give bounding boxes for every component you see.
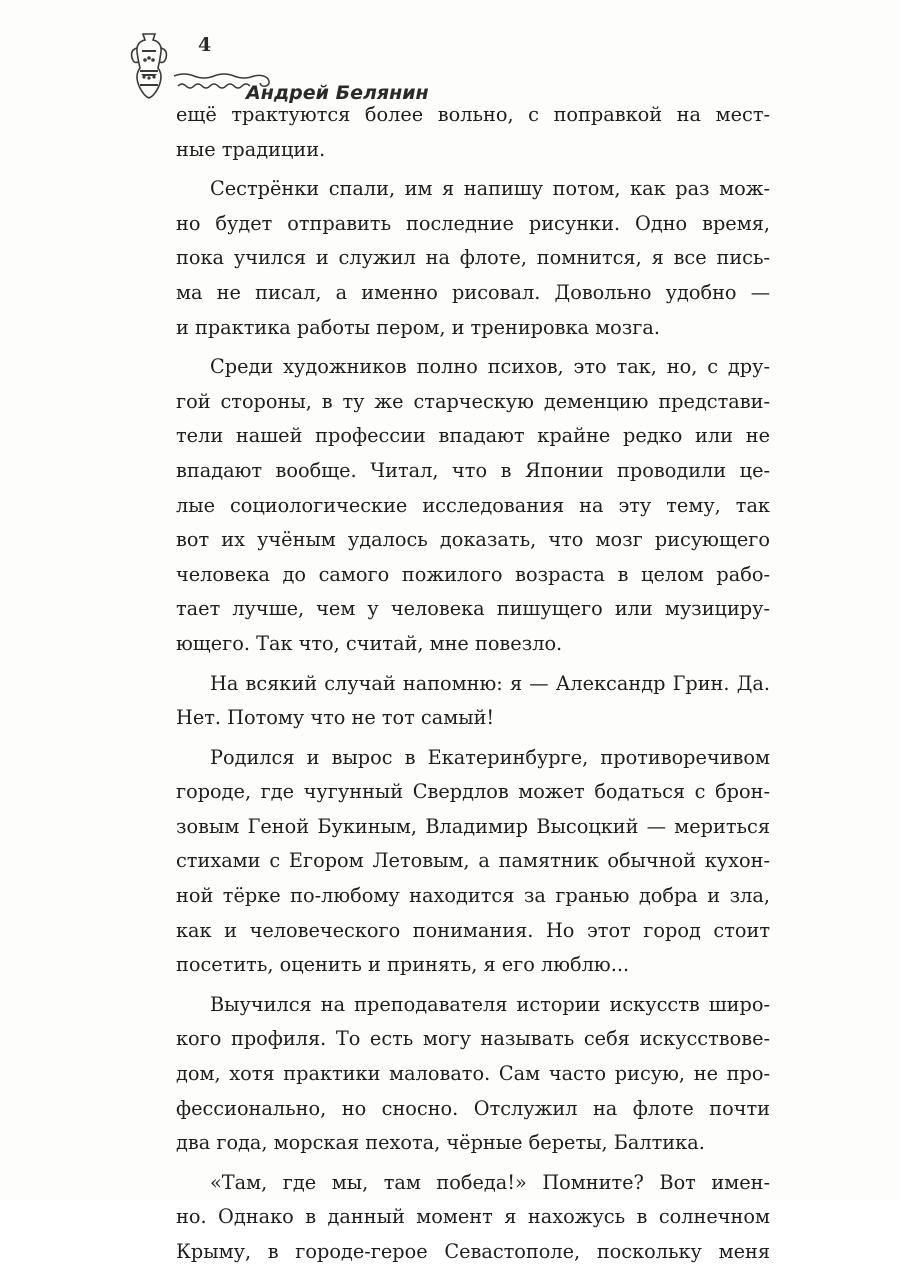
text-line: ещё трактуются более вольно, с поправкой на мест-: [176, 103, 770, 126]
text-line: тает лучше, чем у человека пишущего или музициру-: [176, 597, 770, 621]
text-line: дом, хотя практики маловато. Сам часто рисую, не про-: [176, 1062, 770, 1086]
text-line: Сестрёнки спали, им я напишу потом, как раз мож-: [210, 177, 770, 201]
paragraph: [176, 667, 770, 736]
text-line: гой стороны, в ту же старческую деменцию представи-: [176, 389, 770, 413]
text-line: но будет отправить последние рисунки. Одно время,: [176, 211, 770, 235]
text-line: и практика работы пером, и тренировка мозга.: [176, 315, 661, 339]
running-header: [128, 30, 429, 104]
text-line: ющего. Так что, считай, мне повезло.: [176, 631, 563, 655]
paragraph: [176, 988, 770, 1161]
author-name: Андрей Белянин: [246, 82, 429, 104]
text-line: вот их учёным удалось доказать, что мозг рисующего: [176, 528, 770, 552]
text-line: Родился и вырос в Екатеринбурге, противоречивом: [210, 745, 770, 769]
text-line: зовым Геной Букиным, Владимир Высоцкий — мериться: [176, 814, 770, 838]
text-line: посетить, оценить и принять, я его люблю...: [176, 953, 630, 977]
text-line: ной тёрке по-любому находится за гранью добра и зла,: [176, 884, 770, 908]
text-line: фессионально, но сносно. Отслужил на флоте почти: [176, 1096, 770, 1120]
text-line: как и человеческого понимания. Но этот город стоит: [176, 918, 770, 942]
paragraph: [176, 172, 770, 345]
text-line: На всякий случай напомню: я — Александр Грин. Да.: [210, 671, 770, 695]
paragraph: [176, 1166, 770, 1270]
paragraph: [176, 98, 770, 167]
text-line: Выучился на преподавателя истории искусств широ-: [210, 992, 770, 1016]
amphora-icon: [128, 30, 170, 102]
text-line: кого профиля. То есть могу называть себя искусствове-: [176, 1027, 770, 1051]
text-line: впадают вообще. Читал, что в Японии проводили це-: [176, 458, 770, 482]
text-line: два года, морская пехота, чёрные береты, Балтика.: [176, 1131, 705, 1155]
body-text: [176, 98, 770, 1270]
paragraph: [176, 350, 770, 661]
page-number: 4: [198, 34, 212, 56]
text-line: Среди художников полно психов, это так, но, с дру-: [210, 355, 770, 379]
text-line: человека до самого пожилого возраста в целом рабо-: [176, 562, 770, 586]
text-line: Нет. Потому что не тот самый!: [176, 706, 495, 730]
text-line: но. Однако в данный момент я нахожусь в солнечном: [176, 1205, 770, 1229]
text-line: «Там, где мы, там победа!» Помните? Вот имен-: [210, 1170, 770, 1194]
text-line: тели нашей профессии впадают крайне редко или не: [176, 424, 770, 448]
text-line: городе, где чугунный Свердлов может бодаться с брон-: [176, 780, 770, 804]
text-line: Крыму, в городе-герое Севастополе, поскольку меня: [176, 1240, 770, 1263]
text-line: пока учился и служил на флоте, помнится, я все пись-: [176, 246, 770, 270]
text-line: стихами с Егором Летовым, а памятник обычной кухон-: [176, 849, 770, 873]
text-line: ма не писал, а именно рисовал. Довольно удобно —: [176, 280, 770, 304]
text-line: ные традиции.: [176, 137, 326, 161]
paragraph: [176, 741, 770, 983]
text-line: лые социологические исследования на эту тему, так: [176, 493, 770, 517]
